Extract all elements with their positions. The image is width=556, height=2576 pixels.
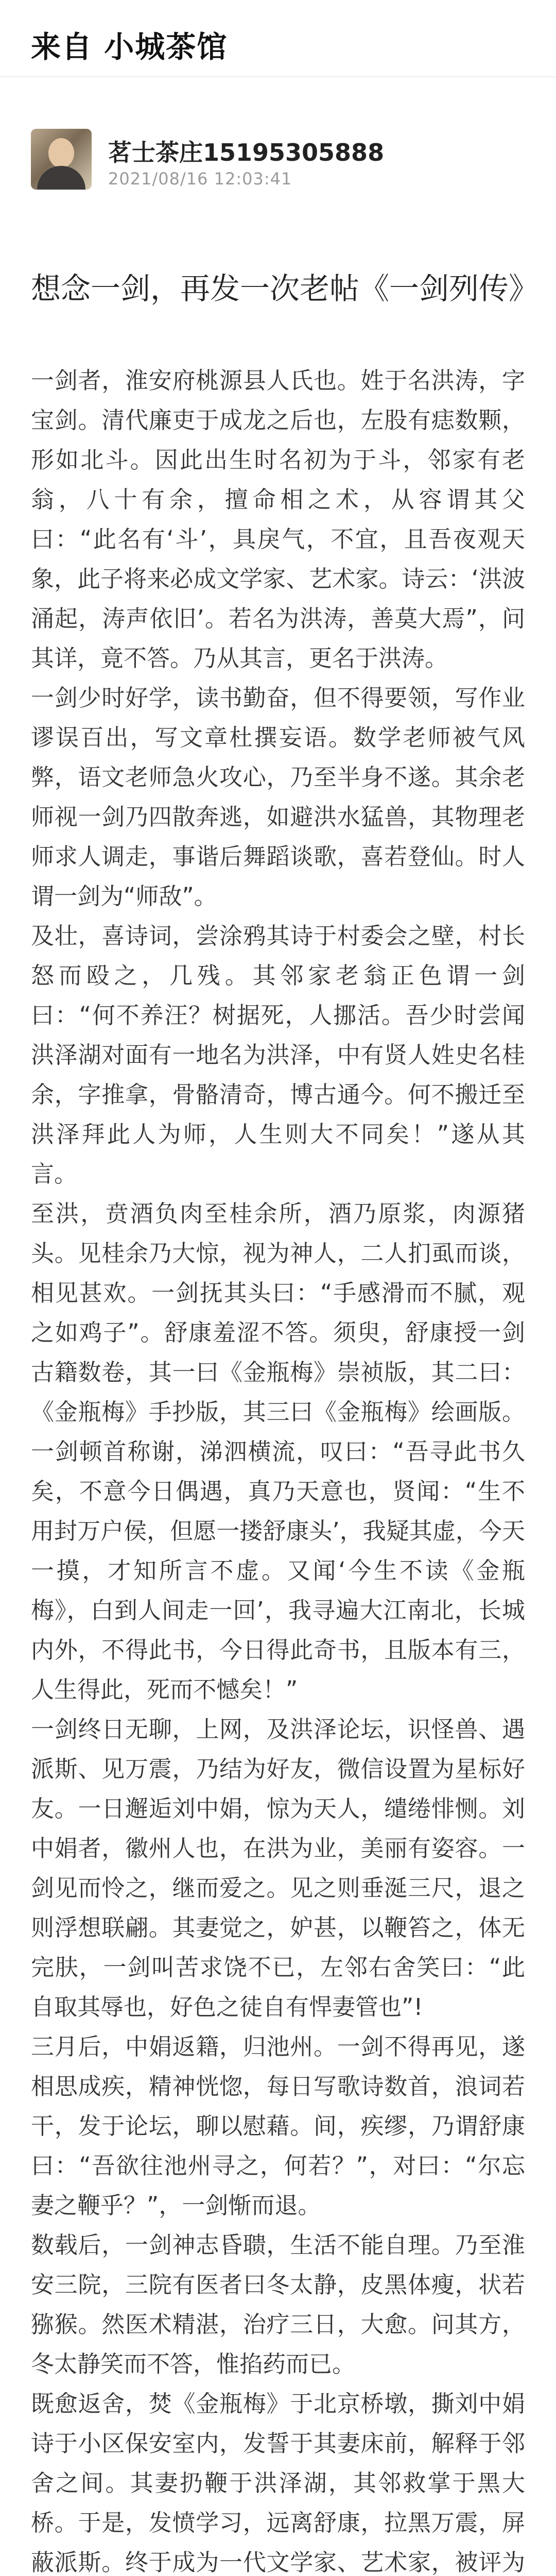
paragraph: 数载后，一剑神志昏聩，生活不能自理。乃至淮安三院，三院有医者曰冬太静，皮黑体瘦，状若猕猴。然医术精湛，治疗三日，大愈。问其方，冬太静笑而不答，惟掐药而已。	[31, 2231, 525, 2378]
paragraph: 及壮，喜诗词，尝涂鸦其诗于村委会之壁，村长怒而殴之，几残。其邻家老翁正色谓一剑曰：“何不养汪？树据死，人挪活。吾少时尝闻洪泽湖对面有一地名为洪泽，中有贤人姓史名桂余，字推拿，骨骼清奇，博古通今。何不搬迁至洪泽拜此人为师，人生则大不同矣！”遂从其言。	[31, 922, 525, 1188]
author-block[interactable]	[31, 124, 525, 201]
avatar[interactable]	[31, 129, 92, 190]
paragraph: 三月后，中娟返籍，归池州。一剑不得再见，遂相思成疾，精神恍惚，每日写歌诗数首，浪词若干，发于论坛，聊以慰藉。间，疾缪，乃谓舒康曰：“吾欲往池州寻之，何若？”，对曰：“尔忘妻之鞭乎？”，一剑惭而退。	[31, 2033, 525, 2219]
paragraph: 一剑少时好学，读书勤奋，但不得要领，写作业谬误百出，写文章杜撰妄语。数学老师被气风弊，语文老师急火攻心，乃至半身不遂。其余老师视一剑乃四散奔逃，如避洪水猛兽，其物理老师求人调走，事谐后舞蹈谈歌，喜若登仙。时人谓一剑为“师敌”。	[31, 684, 525, 910]
paragraph: 一剑终日无聊，上网，及洪泽论坛，识怪兽、遇派斯、见万震，乃结为好友，微信设置为星标好友。一日邂逅刘中娟，惊为天人，缱绻悱恻。刘中娟者，徽州人也，在洪为业，美丽有姿容。一剑见而怜之，继而爱之。见之则垂涎三尺，退之则浮想联翩。其妻觉之，妒甚，以鞭笞之，体无完肤，一剑叫苦求饶不已，左邻右舍笑曰：“此自取其辱也，好色之徒自有悍妻管也”!	[31, 1716, 525, 2021]
paragraph: 一剑者，淮安府桃源县人氏也。姓于名洪涛，字宝剑。清代廉吏于成龙之后也，左股有痣数颗，形如北斗。因此出生时名初为于斗，邻家有老翁，八十有余，擅命相之术，从容谓其父曰：“此名有‘斗’，具戾气，不宜，且吾夜观天象，此子将来必成文学家、艺术家。诗云：‘洪波涌起，涛声依旧’。若名为洪涛，善莫大焉”，问其详，竟不答。乃从其言，更名于洪涛。	[31, 367, 525, 672]
paragraph: 既愈返舍，焚《金瓶梅》于北京桥墩，撕刘中娟诗于小区保安室内，发誓于其妻床前，解释于邻舍之间。其妻扔鞭于洪泽湖，其邻救掌于黑大桥。于是，发愤学习，远离舒康，拉黑万震，屏蔽派斯。终于成为一代文学家、艺术家，被评为	[31, 2390, 525, 2576]
page-title: 来自 小城茶馆	[31, 29, 228, 64]
paragraph: 至洪，贲酒负肉至桂余所，酒乃原浆，肉源猪头。见桂余乃大惊，视为神人，二人扪虱而谈，相见甚欢。一剑抚其头曰：“手感滑而不腻，观之如鸡子”。舒康羞涩不答。须臾，舒康授一剑古籍数卷，其一曰《金瓶梅》崇祯版，其二曰：《金瓶梅》手抄版，其三曰《金瓶梅》绘画版。一剑顿首称谢，涕泗横流，叹曰：“吾寻此书久矣，不意今日偶遇，真乃天意也，贤闻：“生不用封万户侯，但愿一搂舒康头’，我疑其虚，今天一摸，才知所言不虚。又闻‘今生不读《金瓶梅》，白到人间走一回’，我寻遍大江南北，长城内外，不得此书，今日得此奇书，且版本有三，人生得此，死而不憾矣！”	[31, 1200, 525, 1703]
author-name[interactable]: 茗士茶庄15195305888	[108, 139, 385, 166]
post-timestamp: 2021/08/16 12:03:41	[108, 169, 292, 189]
top-bar	[0, 0, 556, 77]
article-body	[31, 361, 525, 2576]
post-headline: 想念一剑，再发一次老帖《一剑列传》	[31, 271, 539, 306]
